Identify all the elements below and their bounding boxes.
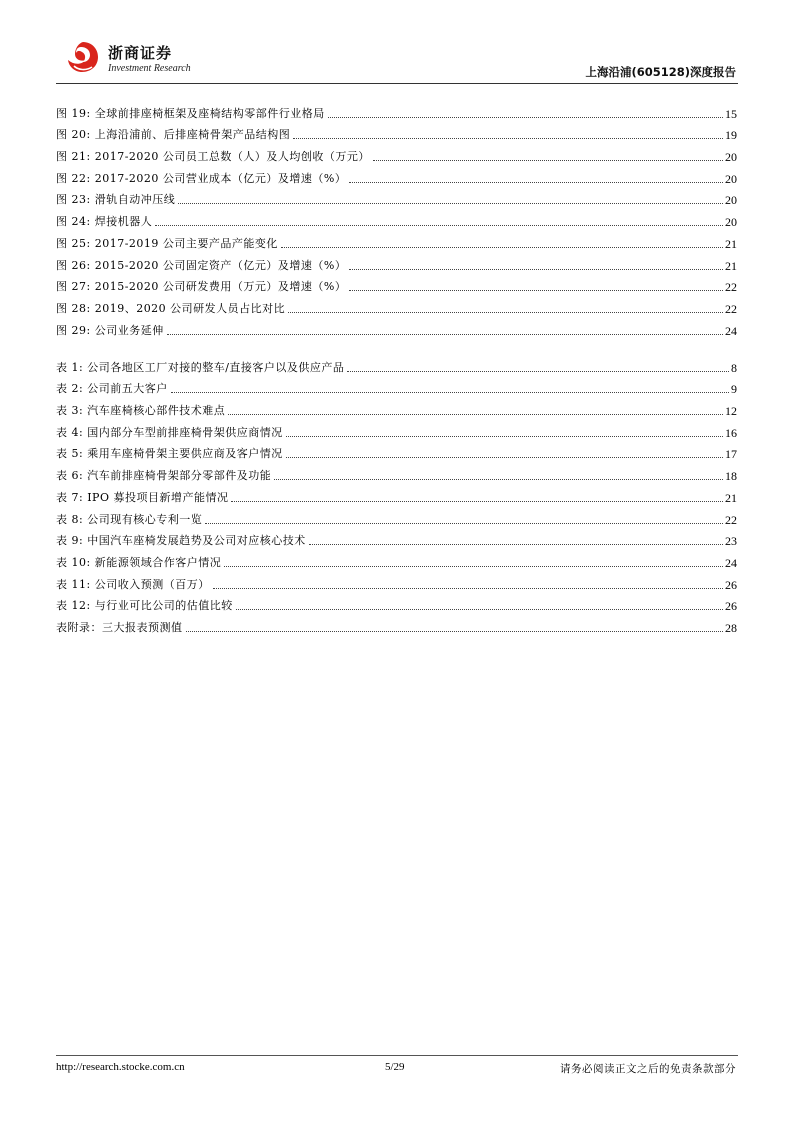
toc-leader <box>309 544 723 545</box>
toc-entry-page: 20 <box>725 150 737 165</box>
toc-entry-label: 表 5: 乘用车座椅骨架主要供应商及客户情况 <box>56 447 283 461</box>
toc-entry-page: 26 <box>725 599 737 614</box>
toc-leader <box>293 138 723 139</box>
toc-entry[interactable] <box>56 613 737 635</box>
toc-leader <box>186 631 724 632</box>
toc-leader <box>171 392 729 393</box>
page-header <box>0 0 793 90</box>
footer-divider <box>56 1055 738 1056</box>
toc-leader <box>205 523 723 524</box>
toc-leader <box>167 334 723 335</box>
toc-entry-page: 20 <box>725 193 737 208</box>
toc-entry[interactable] <box>56 375 737 397</box>
toc-entry-page: 21 <box>725 258 737 273</box>
toc-entry-label: 表附录：三大报表预测值 <box>56 620 183 634</box>
toc-leader <box>328 117 723 118</box>
toc-leader <box>286 436 723 437</box>
toc-entry-label: 表 1: 公司各地区工厂对接的整车/直接客户以及供应产品 <box>56 360 345 374</box>
toc-leader <box>228 414 723 415</box>
toc-entry[interactable] <box>56 440 737 462</box>
toc-entry-label: 图 25: 2017-2019 公司主要产品产能变化 <box>56 236 278 250</box>
toc-entry[interactable] <box>56 142 737 164</box>
toc-entry[interactable] <box>56 570 737 592</box>
toc-entry[interactable] <box>56 164 737 186</box>
report-title: 上海沿浦(605128)深度报告 <box>585 65 736 79</box>
toc-entry-label: 表 2: 公司前五大客户 <box>56 382 168 396</box>
toc-entry-label: 图 28: 2019、2020 公司研发人员占比对比 <box>56 301 286 315</box>
toc-entry[interactable] <box>56 353 737 375</box>
toc-entry-page: 22 <box>725 280 737 295</box>
toc-entry[interactable] <box>56 273 737 295</box>
toc-entry-label: 表 10: 新能源领域合作客户情况 <box>56 555 222 569</box>
toc-entry-label: 图 27: 2015-2020 公司研发费用（万元）及增速（%） <box>56 280 347 294</box>
toc-leader <box>155 225 723 226</box>
disclaimer-note: 请务必阅读正文之后的免责条款部分 <box>560 1063 736 1075</box>
toc-leader <box>178 203 723 204</box>
zheshang-logo-icon <box>66 40 100 74</box>
toc-entry-page: 18 <box>725 469 737 484</box>
toc-entry-label: 图 24: 焊接机器人 <box>56 215 153 229</box>
page-number: 5/29 <box>385 1061 405 1073</box>
toc-entry-page: 19 <box>725 128 737 143</box>
toc-entry-page: 12 <box>725 404 737 419</box>
toc-entry-page: 24 <box>725 555 737 570</box>
toc-entry-page: 28 <box>725 620 737 635</box>
toc-entry-page: 15 <box>725 106 737 121</box>
toc-entry[interactable] <box>56 548 737 570</box>
toc-entry-label: 图 22: 2017-2020 公司营业成本（亿元）及增速（%） <box>56 171 347 185</box>
toc-entry-page: 9 <box>731 382 737 397</box>
footer-url-link[interactable]: http://research.stocke.com.cn <box>56 1061 185 1073</box>
toc-entry-page: 22 <box>725 512 737 527</box>
toc-entry-label: 表 9: 中国汽车座椅发展趋势及公司对应核心技术 <box>56 534 306 548</box>
toc-entry-label: 图 23: 滑轨自动冲压线 <box>56 193 176 207</box>
toc-entry-label: 图 21: 2017-2020 公司员工总数（人）及人均创收（万元） <box>56 150 370 164</box>
toc-entry-label: 图 29: 公司业务延伸 <box>56 323 164 337</box>
toc-entry[interactable] <box>56 592 737 614</box>
toc-entry[interactable] <box>56 186 737 208</box>
toc-entry-label: 表 11: 公司收入预测（百万） <box>56 577 210 591</box>
toc-leader <box>349 182 723 183</box>
toc-leader <box>224 566 723 567</box>
toc-entry-label: 图 19: 全球前排座椅框架及座椅结构零部件行业格局 <box>56 106 325 120</box>
toc-entry-page: 8 <box>731 360 737 375</box>
toc-leader <box>274 479 723 480</box>
toc-entry-label: 表 3: 汽车座椅核心部件技术难点 <box>56 404 226 418</box>
brand-name: 浙商证券 <box>108 44 173 62</box>
toc-entry-page: 23 <box>725 534 737 549</box>
toc-leader <box>347 371 729 372</box>
toc-entry[interactable] <box>56 229 737 251</box>
toc-entry-label: 表 6: 汽车前排座椅骨架部分零部件及功能 <box>56 469 272 483</box>
toc-entry[interactable] <box>56 316 737 338</box>
toc-entry-label: 表 12: 与行业可比公司的估值比较 <box>56 599 233 613</box>
toc-entry[interactable] <box>56 251 737 273</box>
toc-leader <box>286 457 723 458</box>
toc-entry-label: 表 7: IPO 募投项目新增产能情况 <box>56 490 229 504</box>
toc-entry-page: 26 <box>725 577 737 592</box>
toc-entry[interactable] <box>56 505 737 527</box>
toc-entry-page: 20 <box>725 171 737 186</box>
toc-entry-label: 表 4: 国内部分车型前排座椅骨架供应商情况 <box>56 425 283 439</box>
toc-leader <box>281 247 723 248</box>
toc-entry[interactable] <box>56 396 737 418</box>
toc-entry-page: 21 <box>725 490 737 505</box>
toc-entry-page: 22 <box>725 301 737 316</box>
header-divider <box>56 83 738 84</box>
toc-entry-label: 表 8: 公司现有核心专利一览 <box>56 512 203 526</box>
toc-entry[interactable] <box>56 527 737 549</box>
toc-entry-page: 24 <box>725 323 737 338</box>
toc-entry[interactable] <box>56 461 737 483</box>
toc-entry[interactable] <box>56 418 737 440</box>
toc-entry-page: 16 <box>725 425 737 440</box>
toc-leader <box>236 609 723 610</box>
toc-leader <box>349 290 723 291</box>
toc-leader <box>349 269 723 270</box>
toc-leader <box>231 501 723 502</box>
toc-entry-page: 21 <box>725 236 737 251</box>
toc-entry[interactable] <box>56 207 737 229</box>
toc-entry[interactable] <box>56 294 737 316</box>
toc-entry[interactable] <box>56 99 737 121</box>
toc-leader <box>213 588 723 589</box>
toc-entry-label: 图 26: 2015-2020 公司固定资产（亿元）及增速（%） <box>56 258 347 272</box>
toc-leader <box>373 160 723 161</box>
toc-entry-page: 17 <box>725 447 737 462</box>
toc-leader <box>288 312 723 313</box>
toc-entry[interactable] <box>56 121 737 143</box>
toc-entry-label: 图 20: 上海沿浦前、后排座椅骨架产品结构图 <box>56 128 291 142</box>
toc-entry-page: 20 <box>725 215 737 230</box>
toc-entry[interactable] <box>56 483 737 505</box>
table-index <box>56 353 737 635</box>
brand-subtitle: Investment Research <box>108 63 191 74</box>
figure-index <box>56 99 737 338</box>
